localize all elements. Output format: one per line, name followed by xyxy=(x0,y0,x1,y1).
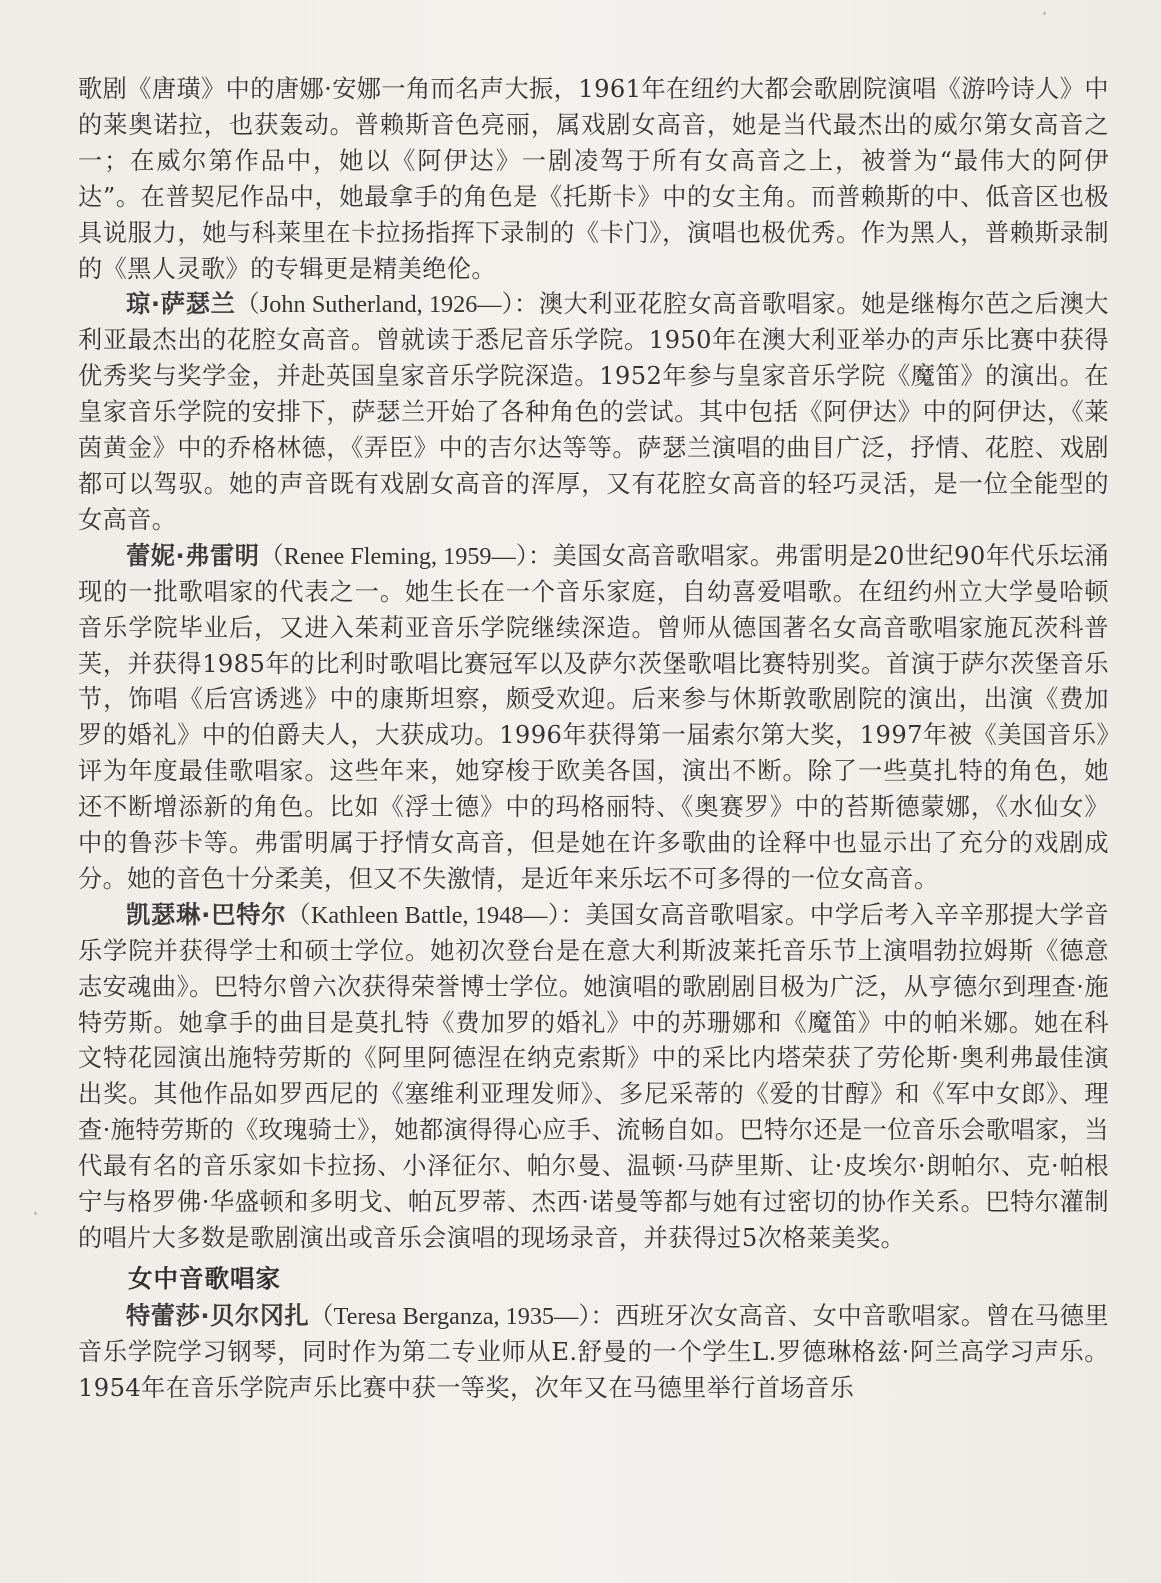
section-heading: 女中音歌唱家 xyxy=(128,1263,281,1293)
paragraph-text: 歌剧《唐璜》中的唐娜·安娜一角而名声大振，1961年在纽约大都会歌剧院演唱《游吟诗人》中的莱奥诺拉，也获轰动。普赖斯音色亮丽，属戏剧女高音，她是当代最杰出的威尔第女高音之一；在威尔第作品中，她以《阿伊达》一剧凌驾于所有女高音之上，被誉为“最伟大的阿伊达”。在普契尼作品中，她最拿手的角色是《托斯卡》中的女主角。而普赖斯的中、低音区也极具说服力，她与科莱里在卡拉扬指挥下录制的《卡门》，演唱也极优秀。作为黑人，普赖斯录制的《黑人灵歌》的专辑更是精美绝伦。 xyxy=(78,75,1109,283)
singer-name: 琼·萨瑟兰 xyxy=(126,290,236,319)
paragraph-sutherland xyxy=(78,287,1109,538)
paragraph-battle xyxy=(78,898,1109,1257)
paragraph-fleming xyxy=(78,539,1109,898)
singer-meta: （John Sutherland, 1926—） xyxy=(235,291,515,319)
singer-name: 凯瑟琳·巴特尔 xyxy=(126,900,287,929)
paragraph-berganza xyxy=(78,1299,1109,1407)
paragraph-text: ：美国女高音歌唱家。弗雷明是20世纪90年代乐坛涌现的一批歌唱家的代表之一。她生长在一个音乐家庭，自幼喜爱唱歌。在纽约州立大学曼哈顿音乐学院毕业后，又进入茱莉亚音乐学院继续深造。曾师从德国著名女高音歌唱家施瓦茨科普芙，并获得1985年的比利时歌唱比赛冠军以及萨尔茨堡歌唱比赛特别奖。首演于萨尔茨堡音乐节，饰唱《后宫诱逃》中的康斯坦察，颇受欢迎。后来参与休斯敦歌剧院的演出，出演《费加罗的婚礼》中的伯爵夫人，大获成功。1996年获得第一届索尔第大奖，1997年被《美国音乐》评为年度最佳歌唱家。这些年来，她穿梭于欧美各国，演出不断。除了一些莫扎特的角色，她还不断增添新的角色。比如《浮士德》中的玛格丽特、《奥赛罗》中的苔斯德蒙娜，《水仙女》中的鲁莎卡等。弗雷明属于抒情女高音，但是她在许多歌曲的诠释中也显示出了充分的戏剧成分。她的音色十分柔美，但又不失激情，是近年来乐坛不可多得的一位女高音。 xyxy=(78,541,1109,893)
singer-meta: （Kathleen Battle, 1948—） xyxy=(286,901,561,929)
paragraph-text: ：西班牙次女高音、女中音歌唱家。曾在马德里音乐学院学习钢琴，同时作为第二专业师从E.舒曼的一个学生L.罗德琳格兹·阿兰高学习声乐。1954年在音乐学院声乐比赛中获一等奖，次年又在马德里举行首场音乐 xyxy=(78,1301,1109,1402)
paragraph-price-continued xyxy=(78,72,1109,287)
singer-name: 特蕾莎·贝尔冈扎 xyxy=(126,1301,310,1330)
scan-speck xyxy=(34,1212,37,1215)
singer-meta: （Teresa Berganza, 1935—） xyxy=(309,1302,591,1330)
scan-speck xyxy=(1043,12,1046,15)
paragraph-text: ：美国女高音歌唱家。中学后考入辛辛那提大学音乐学院并获得学士和硕士学位。她初次登台是在意大利斯波莱托音乐节上演唱勃拉姆斯《德意志安魂曲》。巴特尔曾六次获得荣誉博士学位。她演唱的歌剧剧目极为广泛，从亨德尔到理查·施特劳斯。她拿手的曲目是莫扎特《费加罗的婚礼》中的苏珊娜和《魔笛》中的帕米娜。她在科文特花园演出施特劳斯的《阿里阿德涅在纳克索斯》中的采比内塔荣获了劳伦斯·奥利弗最佳演出奖。其他作品如罗西尼的《塞维利亚理发师》、多尼采蒂的《爱的甘醇》和《军中女郎》、理查·施特劳斯的《玫瑰骑士》，她都演得得心应手、流畅自如。巴特尔还是一位音乐会歌唱家，当代最有名的音乐家如卡拉扬、小泽征尔、帕尔曼、温顿·马萨里斯、让·皮埃尔·朗帕尔、克·帕根宁与格罗佛·华盛顿和多明戈、帕瓦罗蒂、杰西·诺曼等都与她有过密切的协作关系。巴特尔灌制的唱片大多数是歌剧演出或音乐会演唱的现场录音，并获得过5次格莱美奖。 xyxy=(78,900,1109,1252)
singer-meta: （Renee Fleming, 1959—） xyxy=(259,542,528,570)
singer-name: 蕾妮·弗雷明 xyxy=(126,541,260,570)
paragraph-text: ：澳大利亚花腔女高音歌唱家。她是继梅尔芭之后澳大利亚最杰出的花腔女高音。曾就读于悉尼音乐学院。1950年在澳大利亚举办的声乐比赛中获得优秀奖与奖学金，并赴英国皇家音乐学院深造。1952年参与皇家音乐学院《魔笛》的演出。在皇家音乐学院的安排下，萨瑟兰开始了各种角色的尝试。其中包括《阿伊达》中的阿伊达，《莱茵黄金》中的乔格林德，《弄臣》中的吉尔达等等。萨瑟兰演唱的曲目广泛，抒情、花腔、戏剧都可以驾驭。她的声音既有戏剧女高音的浑厚，又有花腔女高音的轻巧灵活，是一位全能型的女高音。 xyxy=(78,290,1109,534)
